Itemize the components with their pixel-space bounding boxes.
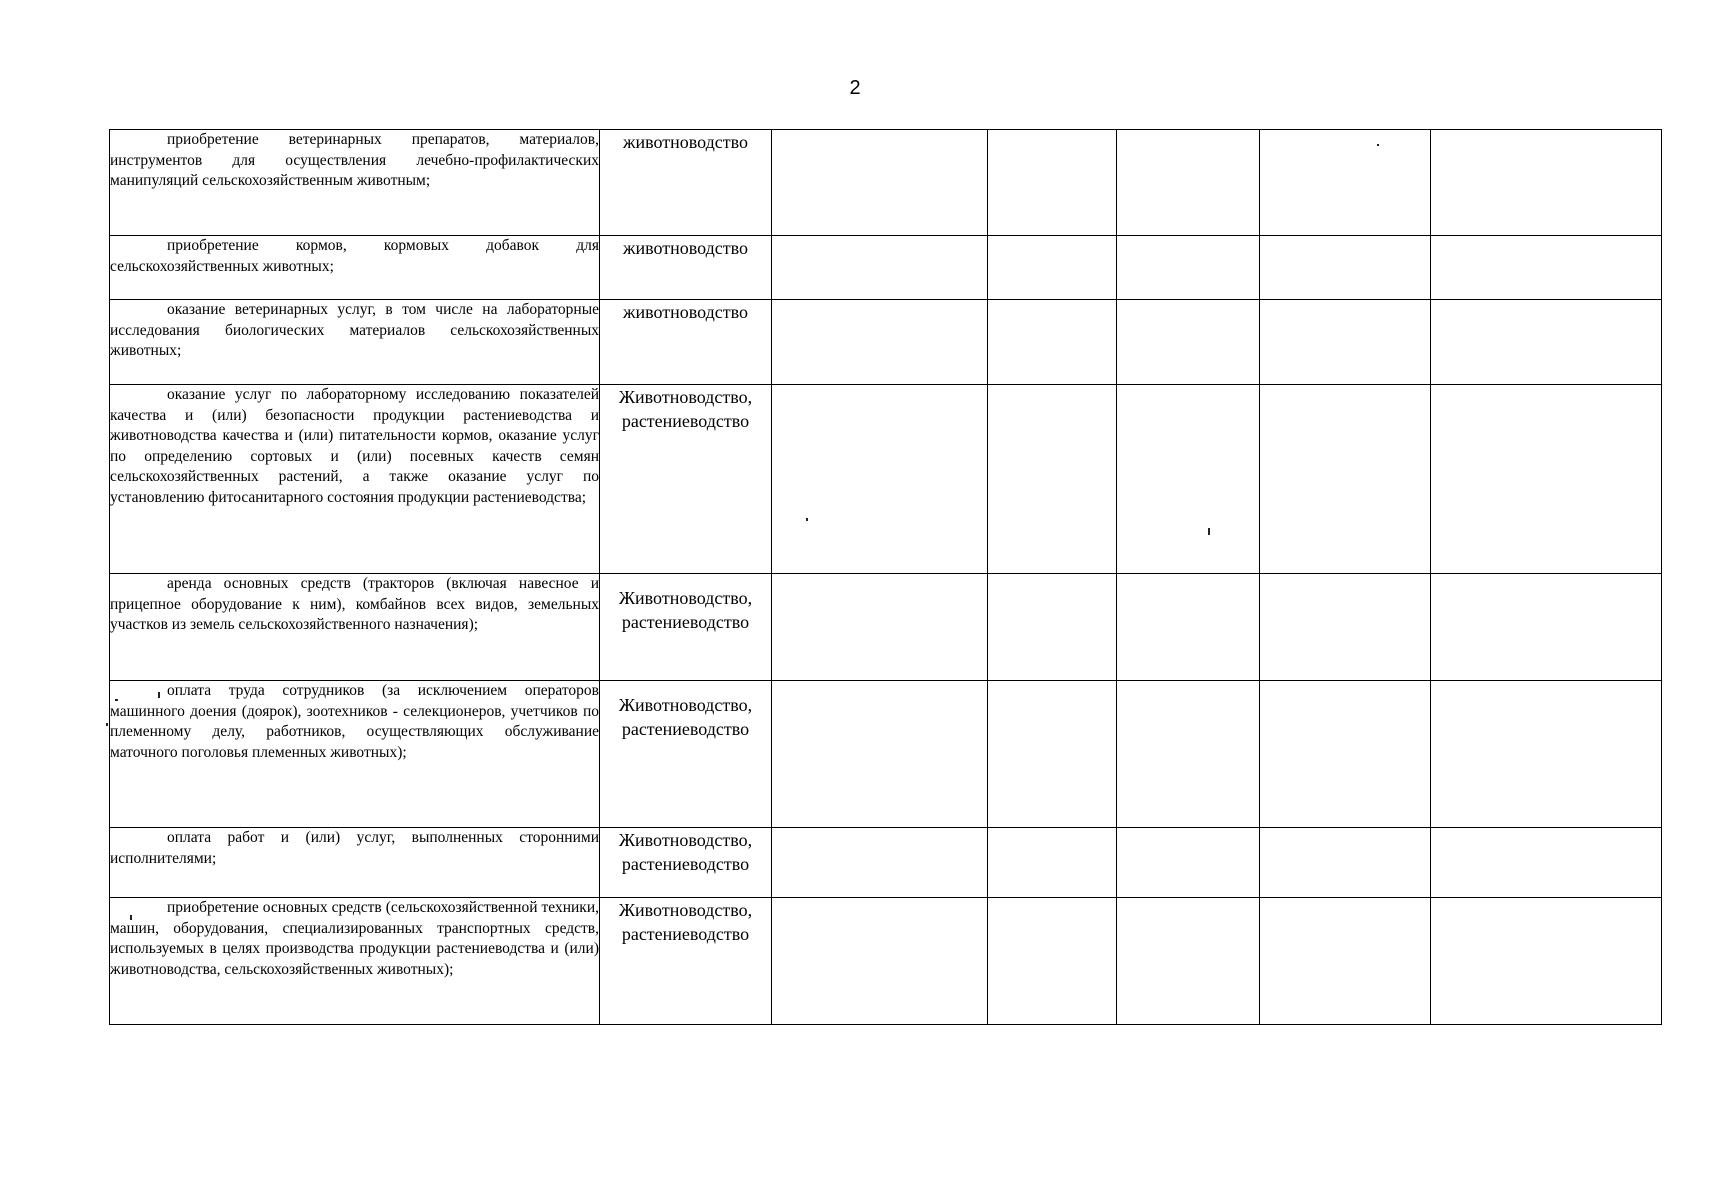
empty-cell [1431,574,1662,681]
empty-cell [1117,300,1260,385]
empty-cell [1431,385,1662,574]
empty-cell [772,236,988,300]
row-category: животноводство [600,236,772,300]
scan-speck [806,518,808,521]
table-row [110,898,1662,1025]
empty-cell [1260,300,1431,385]
row-description: оплата труда сотрудников (за исключением операторов машинного доения (доярок), зоотехников - селекционеров, учетчиков по племенному делу, работников, осуществляющих обслуживание маточного поголовья племенных животных); [110,681,600,828]
empty-cell [1117,236,1260,300]
empty-cell [988,898,1117,1025]
table-row [110,828,1662,898]
empty-cell [1117,385,1260,574]
empty-cell [772,300,988,385]
empty-cell [772,828,988,898]
row-category: Животноводство, растениеводство [600,574,772,681]
row-category: животноводство [600,300,772,385]
empty-cell [988,828,1117,898]
table-row [110,681,1662,828]
scan-speck [158,692,160,698]
empty-cell [988,300,1117,385]
empty-cell [988,385,1117,574]
scan-speck [130,915,132,920]
empty-cell [988,236,1117,300]
table-row [110,300,1662,385]
page-number: 2 [849,77,861,99]
empty-cell [772,681,988,828]
row-category: Животноводство, растениеводство [600,828,772,898]
row-description: приобретение ветеринарных препаратов, материалов, инструментов для осуществления лечебно-профилактических манипуляций сельскохозяйственным животным; [110,130,600,236]
row-category: Животноводство, растениеводство [600,898,772,1025]
empty-cell [1431,130,1662,236]
empty-cell [1117,130,1260,236]
empty-cell [1260,574,1431,681]
empty-cell [1260,681,1431,828]
empty-cell [1260,130,1431,236]
empty-cell [772,898,988,1025]
empty-cell [1431,236,1662,300]
empty-cell [772,130,988,236]
empty-cell [1431,898,1662,1025]
row-description: приобретение кормов, кормовых добавок для сельскохозяйственных животных; [110,236,600,300]
empty-cell [1117,828,1260,898]
empty-cell [772,385,988,574]
empty-cell [988,681,1117,828]
table-row [110,385,1662,574]
scan-speck [1377,144,1379,146]
empty-cell [1431,300,1662,385]
row-category: животноводство [600,130,772,236]
scan-speck [115,699,118,701]
row-category: Животноводство, растениеводство [600,385,772,574]
empty-cell [1117,898,1260,1025]
row-description: оказание ветеринарных услуг, в том числе на лабораторные исследования биологических материалов сельскохозяйственных животных; [110,300,600,385]
empty-cell [772,574,988,681]
expense-table [109,129,1662,1025]
row-description: приобретение основных средств (сельскохозяйственной техники, машин, оборудования, специализированных транспортных средств, используемых в целях производства продукции растениеводства и (или) животноводства, сельскохозяйственных животных); [110,898,600,1025]
empty-cell [1117,681,1260,828]
empty-cell [1260,236,1431,300]
scan-speck [106,723,108,726]
table-row [110,236,1662,300]
empty-cell [988,574,1117,681]
row-description: аренда основных средств (тракторов (включая навесное и прицепное оборудование к ним), комбайнов всех видов, земельных участков из земель сельскохозяйственного назначения); [110,574,600,681]
empty-cell [1431,681,1662,828]
table-row [110,574,1662,681]
empty-cell [1260,898,1431,1025]
empty-cell [1260,385,1431,574]
empty-cell [1431,828,1662,898]
row-description: оплата работ и (или) услуг, выполненных сторонними исполнителями; [110,828,600,898]
empty-cell [1260,828,1431,898]
empty-cell [988,130,1117,236]
table-row [110,130,1662,236]
empty-cell [1117,574,1260,681]
row-description: оказание услуг по лабораторному исследованию показателей качества и (или) безопасности продукции растениеводства и животноводства качества и (или) питательности кормов, оказание услуг по определению сортовых и (или) посевных качеств семян сельскохозяйственных растений, а также оказание услуг по установлению фитосанитарного состояния продукции растениеводства; [110,385,600,574]
scan-speck [1208,528,1210,535]
row-category: Животноводство, растениеводство [600,681,772,828]
